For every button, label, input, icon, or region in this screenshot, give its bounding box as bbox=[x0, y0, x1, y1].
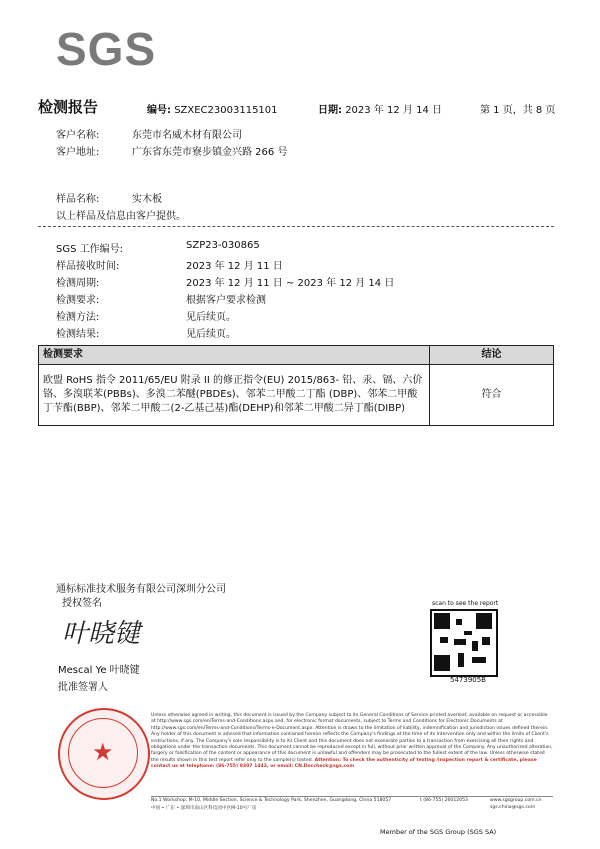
report-date-label: 日期: bbox=[318, 105, 342, 116]
qr-code-number: 5473905B bbox=[450, 676, 486, 684]
signatory-name: Mescal Ye 叶晓键 bbox=[58, 665, 140, 676]
client-name: 东莞市名威木材有限公司 bbox=[132, 130, 242, 141]
report-date-value: 2023 年 12 月 14 日 bbox=[345, 105, 442, 116]
handwritten-signature: 叶晓键 bbox=[62, 619, 141, 649]
table-row bbox=[39, 365, 554, 426]
footer-tel: t (86-755) 26012053 bbox=[420, 798, 468, 803]
footer-address-en: No.1 Workshop, M-10, Middle Section, Science & Technology Park, Shenzhen, Guangdong, China 518057 bbox=[151, 798, 392, 803]
sgs-member-line: Member of the SGS Group (SGS SA) bbox=[380, 828, 497, 836]
conclusion-cell: 符合 bbox=[430, 365, 554, 426]
client-address: 广东省东莞市寮步镇金兴路 266 号 bbox=[132, 147, 288, 158]
footer-address-cn: 中国 • 广东 • 深圳市南山区科技园中区M-10号厂房 bbox=[151, 806, 257, 811]
sample-name-label: 样品名称: bbox=[56, 194, 100, 205]
requirement-cell: 欧盟 RoHS 指令 2011/65/EU 附录 II 的修正指令(EU) 2015/863- 铅、汞、镉、六价铬、多溴联苯(PBBs)、多溴二苯醚(PBDEs)、邻苯二甲酸二丁酯 (DBP)、邻苯二甲酸丁苄酯(BBP)、邻苯二甲酸二(2-乙基己基)酯(DEHP)和邻苯二甲酸二异丁酯(DIBP) bbox=[39, 365, 430, 426]
sample-note: 以上样品及信息由客户提供。 bbox=[56, 211, 186, 222]
detail-value: 2023 年 12 月 11 日 ~ 2023 年 12 月 14 日 bbox=[186, 278, 395, 289]
detail-value: 根据客户要求检测 bbox=[186, 295, 266, 306]
detail-label: 检测周期: bbox=[56, 278, 100, 289]
client-address-label: 客户地址: bbox=[56, 147, 100, 158]
table-header-row bbox=[39, 346, 554, 365]
report-number bbox=[147, 101, 278, 116]
report-date bbox=[318, 101, 442, 116]
detail-value: SZP23-030865 bbox=[186, 240, 260, 251]
divider bbox=[38, 226, 554, 227]
terms-notice bbox=[151, 713, 553, 771]
sgs-logo: SGS bbox=[56, 23, 157, 75]
qr-caption: scan to see the report bbox=[432, 600, 499, 607]
detail-label: 样品接收时间: bbox=[56, 261, 120, 272]
report-title: 检测报告 bbox=[38, 98, 99, 116]
authorized-signature-label: 授权签名 bbox=[62, 598, 102, 609]
signatory-role: 批准签署人 bbox=[58, 682, 108, 693]
detail-label: 检测结果: bbox=[56, 329, 100, 340]
report-number-label: 编号: bbox=[147, 105, 171, 116]
footer-rule bbox=[151, 796, 553, 797]
report-number-value: SZXEC23003115101 bbox=[174, 105, 278, 116]
terms-text: Unless otherwise agreed in writing, this document is issued by the Company subject to its General Conditions of Service printed overleaf, available on request or accessible at http://www.sgs.com/en/Terms-and-Conditions.aspx and, for electronic format documents, subject to Terms and Conditions for Electronic Documents at http://www.sgs.com/en/Terms-and-Conditions/Terms-e-Document.aspx. Attention is drawn to the limitation of liability, indemnification and jurisdiction issues defined therein. Any holder of this document is advised that information contained hereon reflects the Company's findings at the time of its intervention only and within the limits of Client's instructions, if any. The Company's sole responsibility is to its Client and this document does not exonerate parties to a transaction from exercising all their rights and obligations under the transaction documents. This document cannot be reproduced except in full, without prior written approval of the Company. Any unauthorized alteration, forgery or falsification of the content or appearance of this document is unlawful and offenders may be prosecuted to the fullest extent of the law. Unless otherwise stated the results shown in this test report refer only to the sample(s) tested. bbox=[151, 713, 553, 763]
detail-label: 检测方法: bbox=[56, 312, 100, 323]
footer-email: sgs.china@sgs.com bbox=[490, 805, 536, 810]
sample-name: 实木板 bbox=[132, 194, 162, 205]
footer-web: www.sgsgroup.com.cn bbox=[490, 798, 542, 803]
col-header-conclusion: 结论 bbox=[430, 346, 554, 365]
detail-value: 见后续页。 bbox=[186, 329, 236, 340]
page-indicator: 第 1 页，共 8 页 bbox=[480, 105, 556, 116]
client-name-label: 客户名称: bbox=[56, 130, 100, 141]
detail-value: 见后续页。 bbox=[186, 312, 236, 323]
qr-code-icon[interactable] bbox=[430, 609, 498, 677]
col-header-requirement: 检测要求 bbox=[39, 346, 430, 365]
detail-value: 2023 年 12 月 11 日 bbox=[186, 261, 283, 272]
requirements-table bbox=[38, 345, 554, 426]
signatory-company: 通标标准技术服务有限公司深圳分公司 bbox=[56, 584, 226, 595]
authenticity-notice: Attention: To check the authenticity of testing /inspection report & certificate, please contact us at telephone: (86-755) 8307 1443, or email: CN.Doccheck@sgs.com bbox=[151, 757, 537, 770]
star-icon: ★ bbox=[92, 738, 114, 766]
detail-label: SGS 工作编号: bbox=[56, 244, 123, 255]
detail-label: 检测要求: bbox=[56, 295, 100, 306]
company-seal bbox=[58, 708, 150, 800]
